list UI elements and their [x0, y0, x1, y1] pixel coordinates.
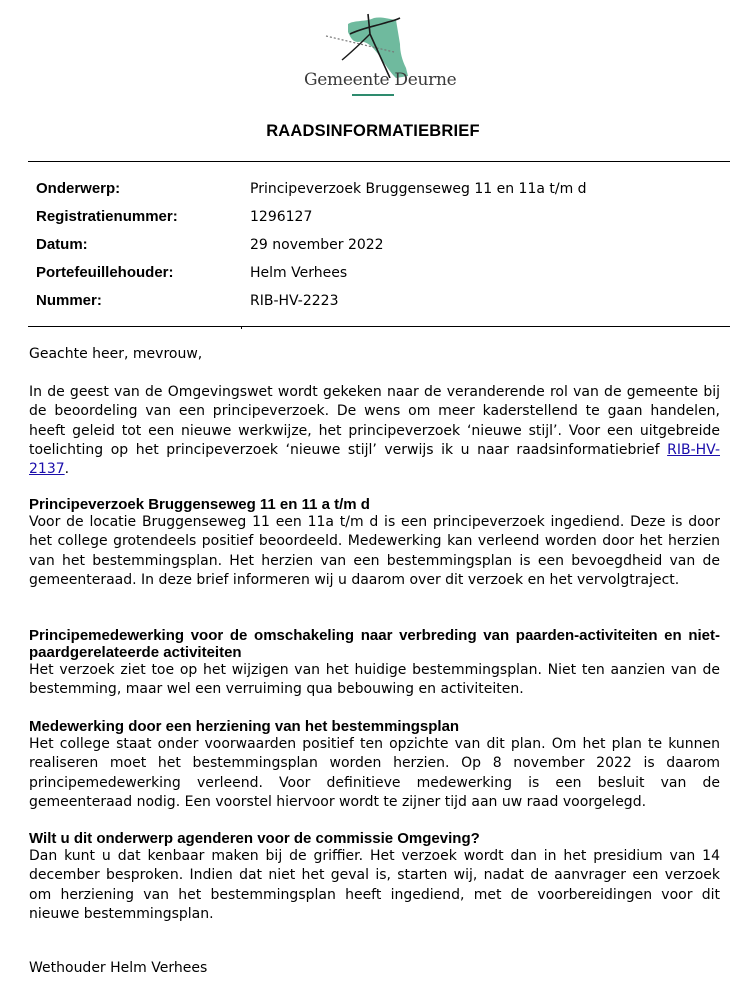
- section-agenderen: [29, 830, 720, 924]
- section-principemedewerking: [29, 627, 720, 700]
- map-emblem-icon: [296, 8, 456, 78]
- meta-label: Registratienummer:: [36, 208, 178, 225]
- signoff: [29, 959, 720, 978]
- section-heading: Wilt u dit onderwerp agenderen voor de commissie Omgeving?: [29, 830, 480, 847]
- logo-text: Gemeente Deurne: [304, 70, 457, 90]
- section-heading: Medewerking door een herziening van het bestemmingsplan: [29, 718, 460, 735]
- column-divider-tick: [241, 326, 242, 329]
- signoff-text: Wethouder Helm Verhees: [29, 960, 208, 976]
- intro-after-link: .: [64, 461, 70, 478]
- rib-link[interactable]: RIB-HV-2137: [29, 441, 720, 478]
- greeting-text: Geachte heer, mevrouw,: [29, 346, 203, 362]
- section-heading: Principemedewerking voor de omschakeling naar verbreding van paarden-activiteiten en niet-paardgerelateerde activiteiten: [29, 627, 720, 661]
- meta-label: Portefeuillehouder:: [36, 264, 174, 281]
- section-text: Dan kunt u dat kenbaar maken bij de griffier. Het verzoek wordt dan in het presidium van 14 december besproken. Indien dat niet het geval is, starten wij, nadat de aanvrager een verzoek om herziening van het bestemmingsplan heeft ingediend, met de voorbereidingen voor dit nieuwe bestemmingsplan.: [29, 848, 720, 922]
- section-text: Het verzoek ziet toe op het wijzigen van het huidige bestemmingsplan. Niet ten aanzien van de bestemming, maar wel een verruiming qua bebouwing en activiteiten.: [29, 662, 720, 698]
- intro-paragraph: [29, 383, 720, 479]
- section-heading: Principeverzoek Bruggenseweg 11 en 11 a t/m d: [29, 496, 370, 513]
- section-principeverzoek: [29, 496, 720, 590]
- meta-value: 29 november 2022: [250, 237, 384, 253]
- meta-value: 1296127: [250, 209, 313, 225]
- document-title: RAADSINFORMATIEBRIEF: [266, 122, 480, 140]
- bottom-divider: [28, 326, 730, 327]
- intro-text: [29, 383, 720, 479]
- section-text: Het college staat onder voorwaarden positief ten opzichte van dit plan. Om het plan te kunnen realiseren moet het bestemmingsplan worden herzien. Op 8 november 2022 is daarom principemedewerking verleend. Voor definitieve medewerking is een besluit van de gemeenteraad nodig. Een voorstel hiervoor wordt te zijner tijd aan uw raad voorgelegd.: [29, 736, 720, 810]
- top-divider: [28, 161, 730, 162]
- meta-value: RIB-HV-2223: [250, 293, 339, 309]
- section-text: Voor de locatie Bruggenseweg 11 een 11a t/m d is een principeverzoek ingediend. Deze is door het college grotendeels positief beoordeeld. Medewerking kan verleend worden door het herzien van het bestemmingsplan. Het herzien van een bestemmingsplan is een bevoegdheid van de gemeenteraad. In deze brief informeren wij u daarom over dit verzoek en het vervolgtraject.: [29, 514, 720, 588]
- meta-value: Principeverzoek Bruggenseweg 11 en 11a t/m d: [250, 181, 587, 197]
- meta-value: Helm Verhees: [250, 265, 348, 281]
- intro-body: In de geest van de Omgevingswet wordt gekeken naar de veranderende rol van de gemeente bij de beoordeling van een principeverzoek. De wens om meer kaderstellend te gaan handelen, heeft geleid tot een nieuwe werkwijze, het principeverzoek ‘nieuwe stijl’. Voor een uitgebreide toelichting op het principeverzoek ‘nieuwe stijl’ verwijs ik u naar raadsinformatiebrief: [29, 384, 720, 458]
- meta-label: Datum:: [36, 236, 88, 253]
- greeting: [29, 345, 720, 364]
- section-medewerking: [29, 718, 720, 812]
- meta-label: Onderwerp:: [36, 180, 121, 197]
- municipality-logo: [296, 8, 456, 98]
- meta-label: Nummer:: [36, 292, 102, 309]
- logo-underline: [352, 94, 394, 96]
